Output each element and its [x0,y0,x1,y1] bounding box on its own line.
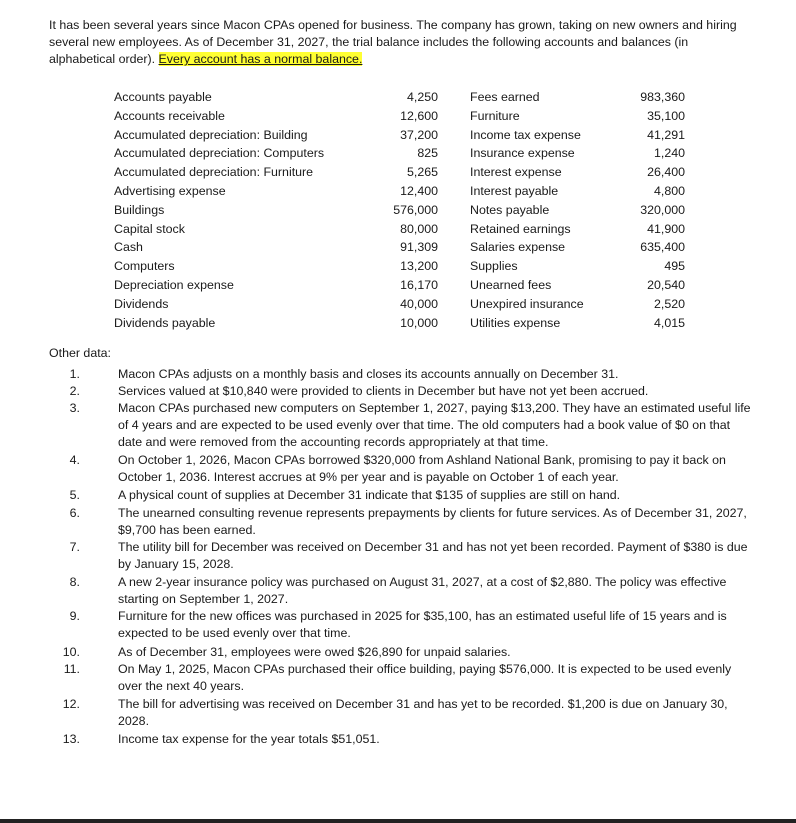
account-balance: 91,309 [400,240,438,255]
account-name: Cash [114,240,143,255]
account-name: Accumulated depreciation: Building [114,127,308,142]
account-balance: 13,200 [400,259,438,274]
item-number: 11. [63,662,80,676]
account-name: Interest payable [470,184,559,198]
account-balance: 576,000 [393,202,438,217]
item-number: 12. [62,697,80,711]
bottom-border [0,819,796,823]
trial-balance-row [0,126,796,144]
item-text: Income tax expense for the year totals $51,051. [118,732,380,746]
trial-balance-row [0,314,796,332]
account-name: Unearned fees [470,278,552,292]
item-number: 1. [69,367,80,381]
account-balance: 5,265 [406,165,438,180]
intro-text: It has been several years since Macon CPAs opened for business. The company has grown, taking on new owners and hiring several new employees. As of December 31, 2027, the trial balance includes the following accounts and balances (in alphabetical order). [49,18,737,67]
account-balance: 2,520 [653,296,685,311]
trial-balance-row [0,182,796,200]
item-text: Macon CPAs purchased new computers on September 1, 2027, paying $13,200. They have an estimated useful life of 4 years and are expected to be used evenly over that time. The old computers had a book value of $0 on that date and were removed from the accounting records appropriately at that time. [118,401,751,450]
item-text: Furniture for the new offices was purchased in 2025 for $35,100, has an estimated useful life of 15 years and is expected to be used evenly over that time. [118,609,727,641]
item-text: The utility bill for December was received on December 31 and has not yet been recorded. Payment of $380 is due by January 15, 2028. [118,540,748,572]
trial-balance-row [0,201,796,219]
item-text: A new 2-year insurance policy was purchased on August 31, 2027, at a cost of $2,880. The policy was effective starting on September 1, 2027. [118,575,727,607]
account-name: Unexpired insurance [470,296,584,311]
item-number: 3. [69,401,80,415]
account-balance: 4,250 [406,90,438,104]
account-balance: 80,000 [400,221,438,236]
account-balance: 40,000 [400,296,438,311]
account-balance: 4,800 [653,184,685,198]
item-text: On May 1, 2025, Macon CPAs purchased their office building, paying $576,000. It is expected to be used evenly over the next 40 years. [118,662,732,694]
account-name: Notes payable [470,202,550,217]
item-number: 7. [69,540,80,554]
account-name: Accumulated depreciation: Furniture [114,165,314,180]
account-name: Furniture [470,108,520,123]
account-name: Utilities expense [470,315,561,330]
trial-balance-row [0,163,796,181]
account-balance: 12,600 [400,108,438,123]
item-number: 6. [69,506,80,520]
account-name: Accounts payable [114,90,212,104]
trial-balance-row [0,257,796,275]
item-text: Macon CPAs adjusts on a monthly basis and closes its accounts annually on December 31. [118,367,619,381]
intro-paragraph [49,17,749,69]
account-balance: 26,400 [647,165,685,180]
account-name: Insurance expense [470,146,575,161]
account-balance: 983,360 [640,90,685,104]
account-name: Dividends [114,296,169,311]
account-balance: 495 [664,259,685,274]
trial-balance-row [0,220,796,238]
account-name: Income tax expense [470,127,581,142]
item-text: As of December 31, employees were owed $26,890 for unpaid salaries. [118,645,511,659]
item-text: The bill for advertising was received on December 31 and has yet to be recorded. $1,200 is due on January 30, 2028. [118,697,728,729]
account-name: Advertising expense [114,184,226,198]
account-balance: 12,400 [400,184,438,198]
item-text: On October 1, 2026, Macon CPAs borrowed $320,000 from Ashland National Bank, promising to pay it back on October 1, 2036. Interest accrues at 9% per year and is payable on October 1 of each year. [118,453,726,485]
trial-balance-row [0,295,796,313]
item-number: 2. [69,384,80,398]
item-text: The unearned consulting revenue represents prepayments by clients for future services. As of December 31, 2027, $9,700 has been earned. [118,506,747,538]
item-number: 9. [69,609,80,623]
account-balance: 1,240 [653,146,685,161]
account-name: Accumulated depreciation: Computers [114,146,325,161]
account-name: Buildings [114,202,165,217]
item-text: A physical count of supplies at December 31 indicate that $135 of supplies are still on hand. [118,488,621,502]
other-data-label: Other data: [49,346,111,360]
account-balance: 37,200 [400,127,438,142]
item-text: Services valued at $10,840 were provided to clients in December but have not yet been accrued. [118,384,649,398]
trial-balance-row [0,107,796,125]
account-balance: 41,900 [647,221,685,236]
account-balance: 825 [417,146,438,161]
account-balance: 635,400 [640,240,685,255]
account-balance: 35,100 [647,108,685,123]
trial-balance-row [0,276,796,294]
account-name: Capital stock [114,221,185,236]
account-name: Retained earnings [470,221,571,236]
account-balance: 20,540 [647,278,685,292]
item-number: 4. [69,453,80,467]
item-number: 10. [62,645,80,659]
account-name: Fees earned [470,90,540,104]
account-name: Salaries expense [470,240,566,255]
item-number: 5. [69,488,80,502]
account-name: Supplies [470,259,518,274]
account-name: Interest expense [470,165,562,180]
account-balance: 10,000 [400,315,438,330]
trial-balance-row [0,238,796,256]
account-name: Computers [114,259,175,274]
trial-balance-row [0,88,796,106]
account-name: Dividends payable [114,315,216,330]
account-name: Accounts receivable [114,108,225,123]
account-name: Depreciation expense [114,278,234,292]
account-balance: 4,015 [653,315,685,330]
item-number: 13. [62,732,80,746]
account-balance: 320,000 [640,202,685,217]
intro-highlight: Every account has a normal balance. [158,52,363,67]
account-balance: 41,291 [647,127,685,142]
trial-balance-row [0,144,796,162]
account-balance: 16,170 [400,278,438,292]
item-number: 8. [69,575,80,589]
